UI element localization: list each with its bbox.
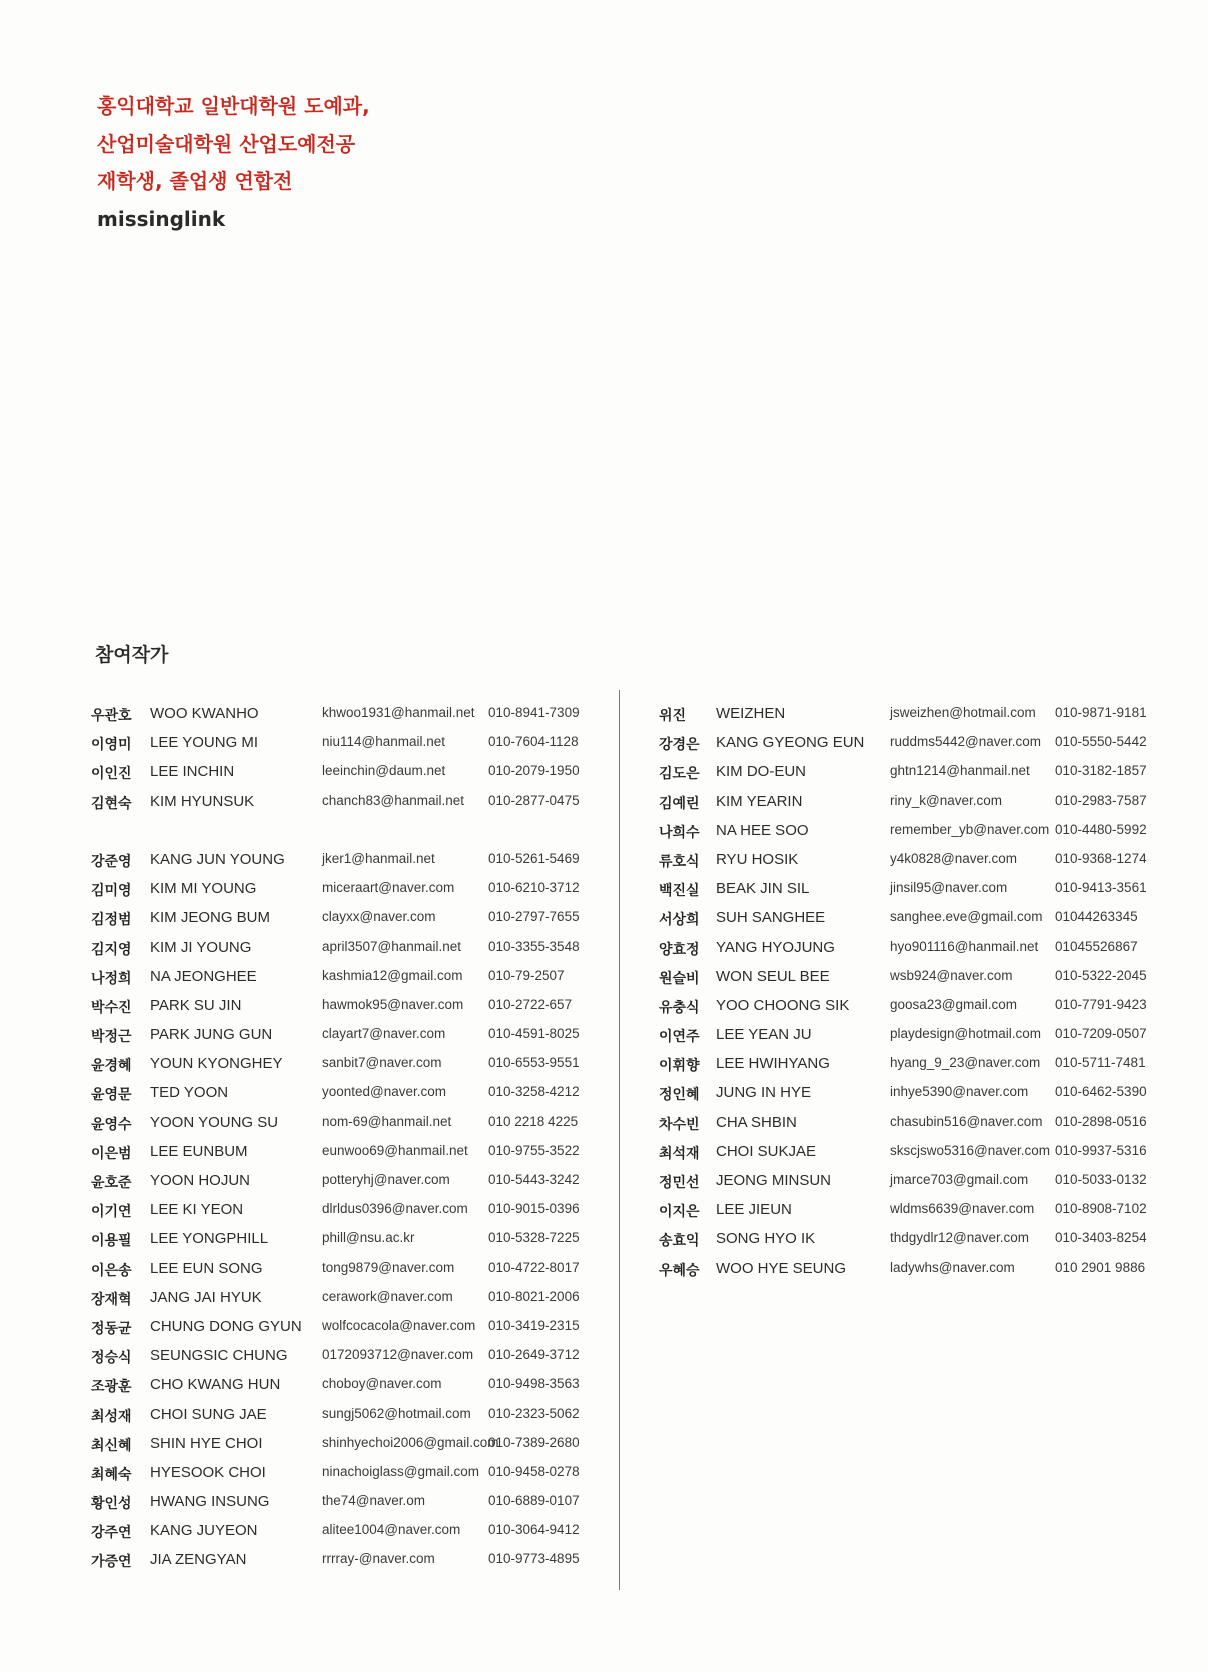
artist-email: yoonted@naver.com	[322, 1084, 447, 1100]
artist-phone: 010-7604-1128	[488, 734, 579, 750]
artist-english-name: LEE KI YEON	[150, 1201, 244, 1219]
artist-email: ruddms5442@naver.com	[890, 734, 1042, 750]
artist-korean-name: 이연주	[659, 1029, 700, 1046]
artist-korean-name: 김도은	[659, 766, 700, 783]
artist-phone: 010-5261-5469	[488, 850, 580, 866]
artist-korean-name: 강경은	[659, 737, 700, 754]
title-line-3: 재학생, 졸업생 연합전	[97, 169, 293, 193]
artist-korean-name: 이은범	[91, 1145, 132, 1162]
artist-english-name: SUH SANGHEE	[716, 909, 826, 927]
artist-phone: 010-9413-3561	[1055, 880, 1147, 896]
artist-korean-name: 강준영	[91, 853, 132, 870]
artist-email: y4k0828@naver.com	[890, 850, 1018, 866]
artist-phone: 010-9937-5316	[1055, 1142, 1147, 1158]
artist-phone: 010-79-2507	[488, 967, 565, 983]
artist-email: kashmia12@gmail.com	[322, 967, 463, 983]
artist-korean-name: 이지은	[659, 1204, 700, 1221]
artist-english-name: HWANG INSUNG	[150, 1493, 270, 1511]
artist-phone: 010-8908-7102	[1055, 1201, 1147, 1217]
artist-phone: 010-2898-0516	[1055, 1113, 1147, 1129]
artist-korean-name: 정민선	[659, 1175, 700, 1191]
artist-email: sanbit7@naver.com	[322, 1055, 442, 1071]
artist-english-name: KIM DO-EUN	[716, 763, 806, 781]
artist-english-name: SHIN HYE CHOI	[150, 1434, 263, 1452]
artist-phone: 010-7209-0507	[1055, 1026, 1147, 1042]
artist-korean-name: 류호식	[659, 853, 700, 870]
artist-phone: 010-9498-3563	[488, 1376, 580, 1392]
artist-korean-name: 윤경혜	[91, 1058, 132, 1075]
artist-email: jinsil95@naver.com	[890, 880, 1008, 896]
artist-email: nom-69@hanmail.net	[322, 1113, 452, 1129]
artist-korean-name: 조광훈	[91, 1379, 132, 1396]
artist-korean-name: 송효익	[659, 1233, 700, 1250]
artist-email: ghtn1214@hanmail.net	[890, 763, 1030, 779]
artist-english-name: CHOI SUKJAE	[716, 1142, 817, 1160]
artist-email: wldms6639@naver.com	[890, 1201, 1035, 1217]
artist-english-name: LEE YOUNG MI	[150, 734, 259, 752]
artist-email: ladywhs@naver.com	[890, 1259, 1015, 1275]
artist-phone: 010-2797-7655	[488, 909, 580, 925]
artist-phone: 010-2079-1950	[488, 763, 580, 779]
artist-email: chasubin516@naver.com	[890, 1113, 1043, 1129]
artist-email: goosa23@gmail.com	[890, 996, 1018, 1012]
artist-email: dlrldus0396@naver.com	[322, 1201, 468, 1217]
artist-phone: 010-9871-9181	[1055, 705, 1147, 720]
artist-email: inhye5390@naver.com	[890, 1084, 1029, 1100]
artist-english-name: LEE JIEUN	[716, 1201, 792, 1219]
artist-phone: 010-7791-9423	[1055, 996, 1147, 1012]
artist-english-name: NA JEONGHEE	[150, 967, 257, 985]
artist-phone: 010-6553-9551	[488, 1055, 580, 1071]
artist-phone: 010-2323-5062	[488, 1405, 580, 1421]
artist-korean-name: 이용필	[91, 1233, 132, 1250]
artist-phone: 010-3182-1857	[1055, 763, 1147, 779]
artist-phone: 010-4591-8025	[488, 1026, 580, 1042]
artist-email: wolfcocacola@naver.com	[322, 1317, 476, 1333]
artist-phone: 010-5328-7225	[488, 1230, 580, 1246]
artist-email: thdgydlr12@naver.com	[890, 1230, 1030, 1246]
artist-phone: 010-8941-7309	[488, 705, 580, 720]
artist-korean-name: 위진	[659, 708, 687, 724]
artist-email: the74@naver.om	[322, 1493, 426, 1509]
artist-email: khwoo1931@hanmail.net	[322, 705, 475, 720]
artist-email: jmarce703@gmail.com	[890, 1172, 1029, 1187]
artist-english-name: NA HEE SOO	[716, 821, 809, 839]
artist-email: eunwoo69@hanmail.net	[322, 1142, 468, 1158]
artist-email: sanghee.eve@gmail.com	[890, 909, 1043, 925]
artist-phone: 010-9755-3522	[488, 1142, 580, 1158]
artist-email: chanch83@hanmail.net	[322, 792, 465, 808]
artist-english-name: KANG JUYEON	[150, 1522, 258, 1540]
artist-english-name: KIM HYUNSUK	[150, 792, 255, 810]
artist-phone: 010-3403-8254	[1055, 1230, 1147, 1246]
artist-korean-name: 이기연	[91, 1204, 132, 1221]
artist-korean-name: 김예린	[659, 795, 700, 812]
artist-english-name: PARK SU JIN	[150, 996, 242, 1014]
artist-phone: 010-7389-2680	[488, 1434, 580, 1450]
artist-english-name: CHOI SUNG JAE	[150, 1405, 267, 1423]
artist-korean-name: 백진실	[659, 883, 700, 900]
artist-english-name: LEE INCHIN	[150, 763, 235, 781]
artist-korean-name: 윤호준	[91, 1175, 132, 1191]
artist-english-name: KIM YEARIN	[716, 792, 803, 810]
artist-email: cerawork@naver.com	[322, 1288, 453, 1304]
artist-korean-name: 차수빈	[659, 1116, 700, 1133]
artist-english-name: KANG GYEONG EUN	[716, 734, 865, 752]
artist-phone: 010-3419-2315	[488, 1317, 580, 1333]
artist-english-name: LEE YEAN JU	[716, 1026, 812, 1044]
artist-email: 0172093712@naver.com	[322, 1347, 474, 1363]
artist-korean-name: 최성재	[91, 1408, 132, 1425]
artist-korean-name: 양효정	[659, 941, 700, 958]
artist-korean-name: 원슬비	[659, 970, 700, 987]
artist-phone: 01044263345	[1055, 909, 1138, 925]
artist-korean-name: 서상희	[659, 912, 700, 929]
artist-english-name: KIM JI YOUNG	[150, 938, 252, 956]
artist-korean-name: 우관호	[91, 708, 132, 724]
artist-english-name: SEUNGSIC CHUNG	[150, 1347, 288, 1365]
artist-english-name: YOON YOUNG SU	[150, 1113, 279, 1131]
artist-korean-name: 이영미	[91, 737, 132, 754]
artist-english-name: CHO KWANG HUN	[150, 1376, 281, 1394]
artist-english-name: KANG JUN YOUNG	[150, 850, 285, 868]
artist-korean-name: 박수진	[91, 999, 132, 1016]
artist-email: shinhyechoi2006@gmail.com	[322, 1434, 499, 1450]
artist-korean-name: 최석재	[659, 1145, 700, 1162]
artist-english-name: RYU HOSIK	[716, 850, 799, 868]
artist-phone: 010-5322-2045	[1055, 967, 1147, 983]
artist-phone: 010-5033-0132	[1055, 1172, 1147, 1187]
artist-english-name: KIM JEONG BUM	[150, 909, 271, 927]
artist-email: sungj5062@hotmail.com	[322, 1405, 471, 1421]
artist-email: phill@nsu.ac.kr	[322, 1230, 415, 1246]
artist-korean-name: 윤영문	[91, 1087, 132, 1104]
artist-phone: 010-2983-7587	[1055, 792, 1147, 808]
title-line-2: 산업미술대학원 산업도예전공	[97, 131, 356, 156]
artist-english-name: JEONG MINSUN	[716, 1172, 832, 1189]
artist-korean-name: 김미영	[91, 883, 132, 900]
artist-korean-name: 최혜숙	[91, 1466, 132, 1483]
artist-email: jker1@hanmail.net	[322, 850, 435, 866]
artist-phone: 010-2649-3712	[488, 1347, 580, 1363]
artist-english-name: JIA ZENGYAN	[150, 1551, 247, 1569]
artist-korean-name: 우혜승	[659, 1262, 700, 1279]
artist-email: riny_k@naver.com	[890, 792, 1002, 808]
artist-email: clayxx@naver.com	[322, 909, 436, 925]
artist-english-name: LEE EUNBUM	[150, 1142, 248, 1160]
artist-email: remember_yb@naver.com	[890, 821, 1050, 837]
exhibition-name: missinglink	[97, 206, 226, 231]
artist-korean-name: 정인혜	[659, 1087, 700, 1104]
artist-phone: 010-3064-9412	[488, 1522, 580, 1538]
artist-english-name: BEAK JIN SIL	[716, 880, 810, 898]
title-block	[97, 88, 370, 238]
artist-phone: 010-6462-5390	[1055, 1084, 1147, 1100]
artist-phone: 01045526867	[1055, 938, 1138, 954]
artist-english-name: WOO HYE SEUNG	[716, 1259, 847, 1277]
artist-english-name: LEE YONGPHILL	[150, 1230, 269, 1248]
artist-phone: 010 2218 4225	[488, 1113, 579, 1129]
artist-email: hyang_9_23@naver.com	[890, 1055, 1041, 1071]
title-line-1: 홍익대학교 일반대학원 도예과,	[97, 94, 370, 118]
column-divider	[619, 690, 620, 1590]
artist-english-name: YANG HYOJUNG	[716, 938, 835, 956]
artist-korean-name: 김지영	[91, 941, 132, 958]
artist-english-name: JUNG IN HYE	[716, 1084, 812, 1102]
artist-korean-name: 윤영수	[91, 1116, 132, 1133]
artist-email: niu114@hanmail.net	[322, 734, 446, 750]
artist-english-name: YOO CHOONG SIK	[716, 996, 850, 1014]
artist-korean-name: 나정희	[91, 970, 132, 987]
artist-email: tong9879@naver.com	[322, 1259, 455, 1275]
section-heading: 참여작가	[95, 644, 169, 666]
artist-korean-name: 강주연	[91, 1525, 132, 1542]
artist-korean-name: 장재혁	[91, 1291, 132, 1308]
artist-english-name: LEE HWIHYANG	[716, 1055, 830, 1073]
artist-phone: 010-5550-5442	[1055, 734, 1147, 750]
artist-korean-name: 유충식	[659, 999, 700, 1016]
artist-phone: 010-3355-3548	[488, 938, 580, 954]
artist-english-name: CHUNG DONG GYUN	[150, 1317, 302, 1335]
artist-english-name: WOO KWANHO	[150, 705, 259, 722]
artist-korean-name: 최신혜	[91, 1437, 132, 1454]
artist-english-name: LEE EUN SONG	[150, 1259, 263, 1277]
artist-korean-name: 나희수	[659, 824, 700, 841]
artist-korean-name: 이휘향	[659, 1058, 700, 1075]
artist-english-name: PARK JUNG GUN	[150, 1026, 273, 1044]
artist-email: hawmok95@naver.com	[322, 996, 464, 1012]
artist-english-name: JANG JAI HYUK	[150, 1288, 262, 1306]
artist-phone: 010-2722-657	[488, 996, 573, 1012]
artist-korean-name: 황인성	[91, 1496, 132, 1513]
artist-phone: 010 2901 9886	[1055, 1259, 1146, 1275]
artist-korean-name: 김현숙	[91, 795, 132, 812]
artist-english-name: CHA SHBIN	[716, 1113, 797, 1131]
artist-english-name: YOUN KYONGHEY	[150, 1055, 283, 1073]
artist-english-name: SONG HYO IK	[716, 1230, 816, 1248]
artist-korean-name: 정승식	[91, 1350, 132, 1367]
artist-phone: 010-9015-0396	[488, 1201, 580, 1217]
artist-email: playdesign@hotmail.com	[890, 1026, 1042, 1042]
artist-english-name: WON SEUL BEE	[716, 967, 830, 985]
artist-english-name: WEIZHEN	[716, 705, 786, 722]
artist-phone: 010-5443-3242	[488, 1172, 580, 1187]
artist-korean-name: 정동균	[91, 1320, 132, 1337]
artist-korean-name: 이인진	[91, 766, 132, 783]
artist-email: choboy@naver.com	[322, 1376, 442, 1392]
artist-email: clayart7@naver.com	[322, 1026, 446, 1042]
artist-email: potteryhj@naver.com	[322, 1172, 450, 1187]
artist-phone: 010-9368-1274	[1055, 850, 1147, 866]
artist-phone: 010-3258-4212	[488, 1084, 580, 1100]
artist-phone: 010-6210-3712	[488, 880, 580, 896]
artist-korean-name: 이은송	[91, 1262, 132, 1279]
artist-english-name: KIM MI YOUNG	[150, 880, 257, 898]
artist-email: rrrray-@naver.com	[322, 1551, 435, 1567]
artist-email: miceraart@naver.com	[322, 880, 455, 896]
artist-email: leeinchin@daum.net	[322, 763, 446, 779]
artist-phone: 010-4480-5992	[1055, 821, 1147, 837]
artist-email: ninachoiglass@gmail.com	[322, 1463, 480, 1479]
artist-korean-name: 김정범	[91, 912, 132, 929]
artist-phone: 010-2877-0475	[488, 792, 580, 808]
artist-email: skscjswo5316@naver.com	[890, 1142, 1051, 1158]
artist-korean-name: 박정근	[91, 1029, 132, 1046]
artist-phone: 010-9773-4895	[488, 1551, 580, 1567]
artist-english-name: TED YOON	[150, 1084, 229, 1102]
artist-email: hyo901116@hanmail.net	[890, 938, 1039, 954]
artist-english-name: HYESOOK CHOI	[150, 1463, 266, 1481]
artist-phone: 010-9458-0278	[488, 1463, 580, 1479]
artist-email: alitee1004@naver.com	[322, 1522, 461, 1538]
artist-english-name: YOON HOJUN	[150, 1172, 251, 1189]
artist-email: wsb924@naver.com	[890, 967, 1013, 983]
artist-phone: 010-8021-2006	[488, 1288, 580, 1304]
artist-phone: 010-5711-7481	[1055, 1055, 1146, 1071]
artist-phone: 010-6889-0107	[488, 1493, 580, 1509]
artist-phone: 010-4722-8017	[488, 1259, 580, 1275]
artist-email: jsweizhen@hotmail.com	[890, 705, 1036, 720]
artist-korean-name: 가증연	[91, 1554, 132, 1571]
artist-email: april3507@hanmail.net	[322, 938, 462, 954]
